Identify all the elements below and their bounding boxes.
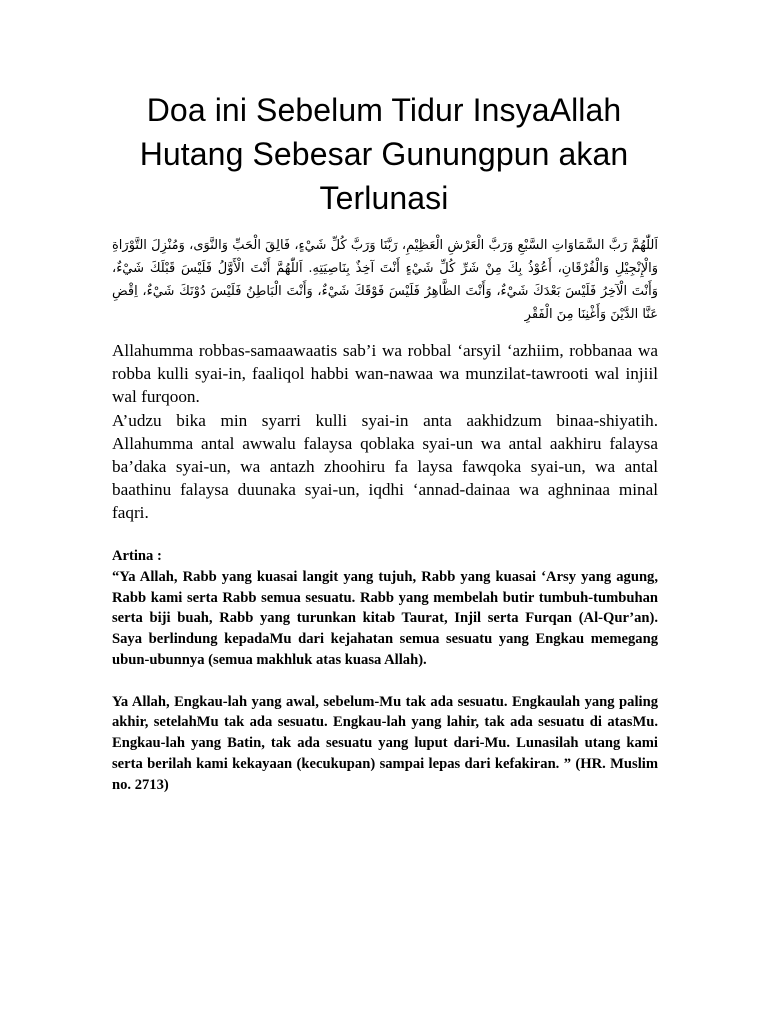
title-line: Terlunasi (319, 180, 449, 216)
title-line: Hutang Sebesar Gunungpun akan (139, 136, 629, 172)
transliteration-paragraph: A’udzu bika min syarri kulli syai-in anta aakhidzum binaa-shiyatih. Allahumma antal awwalu falaysa qoblaka syai-un wa antal aakhiru falaysa ba’daka syai-un, wa antazh zhoohiru fa laysa fawqoka syai-un, wa antal baathinu falaysa duunaka syai-un, iqdhi ‘annad-dainaa wa aghninaa minal faqri. (112, 410, 658, 523)
title-line: Doa ini Sebelum Tidur InsyaAllah (146, 92, 622, 128)
document-title (60, 88, 708, 220)
translation-paragraph: “Ya Allah, Rabb yang kuasai langit yang tujuh, Rabb yang kuasai ‘Arsy yang agung, Rabb kami serta Rabb semua sesuatu. Rabb yang membelah butir tumbuh-tumbuhan serta biji buah, Rabb yang turunkan kitab Taurat, Injil serta Furqan (Al-Qur’an). Saya berlindung kepadaMu dari kejahatan semua sesuatu yang Engkau memegang ubun-ubunnya (semua makhluk atas kuasa Allah). (112, 568, 658, 668)
transliteration-block (112, 339, 658, 525)
translation-paragraph: Ya Allah, Engkau-lah yang awal, sebelum-Mu tak ada sesuatu. Engkaulah yang paling akhir, setelahMu tak ada sesuatu. Engkau-lah yang lahir, tak ada sesuatu di atasMu. Engkau-lah yang Batin, tak ada sesuatu yang luput dari-Mu. Lunasilah utang kami serta berilah kami kekayaan (kecukupan) sampai lepas dari kefakiran. ” (HR. Muslim no. 2713) (112, 693, 658, 793)
transliteration-paragraph: Allahumma robbas-samaawaatis sab’i wa robbal ‘arsyil ‘azhiim, robbanaa wa robba kulli syai-in, faaliqol habbi wan-nawaa wa munzilat-tawrooti wal injiil wal furqoon. (112, 341, 658, 407)
translation-block (112, 546, 658, 796)
translation-label: Artina : (112, 548, 162, 564)
arabic-prayer-text: اَللّٰهُمَّ رَبَّ السَّمَاوَاتِ السَّبْعِ وَرَبَّ الْعَرْشِ الْعَظِيْمِ، رَبَّنَا وَرَبَّ كُلِّ شَيْءٍ، فَالِقَ الْحَبِّ وَالنَّوَى، وَمُنْزِلَ التَّوْرَاةِ وَالْإِنْجِيْلِ وَالْفُرْقَانِ، أَعُوْذُ بِكَ مِنْ شَرِّ كُلِّ شَيْءٍ أَنْتَ آخِذٌ بِنَاصِيَتِهِ. اَللّٰهُمَّ أَنْتَ الْأَوَّلُ فَلَيْسَ قَبْلَكَ شَيْءٌ، وَأَنْتَ الْآخِرُ فَلَيْسَ بَعْدَكَ شَيْءٌ، وَأَنْتَ الظَّاهِرُ فَلَيْسَ فَوْقَكَ شَيْءٌ، وَأَنْتَ الْبَاطِنُ فَلَيْسَ دُوْنَكَ شَيْءٌ، اِقْضِ عَنَّا الدَّيْنَ وَأَغْنِنَا مِنَ الْفَقْرِ (112, 238, 658, 322)
